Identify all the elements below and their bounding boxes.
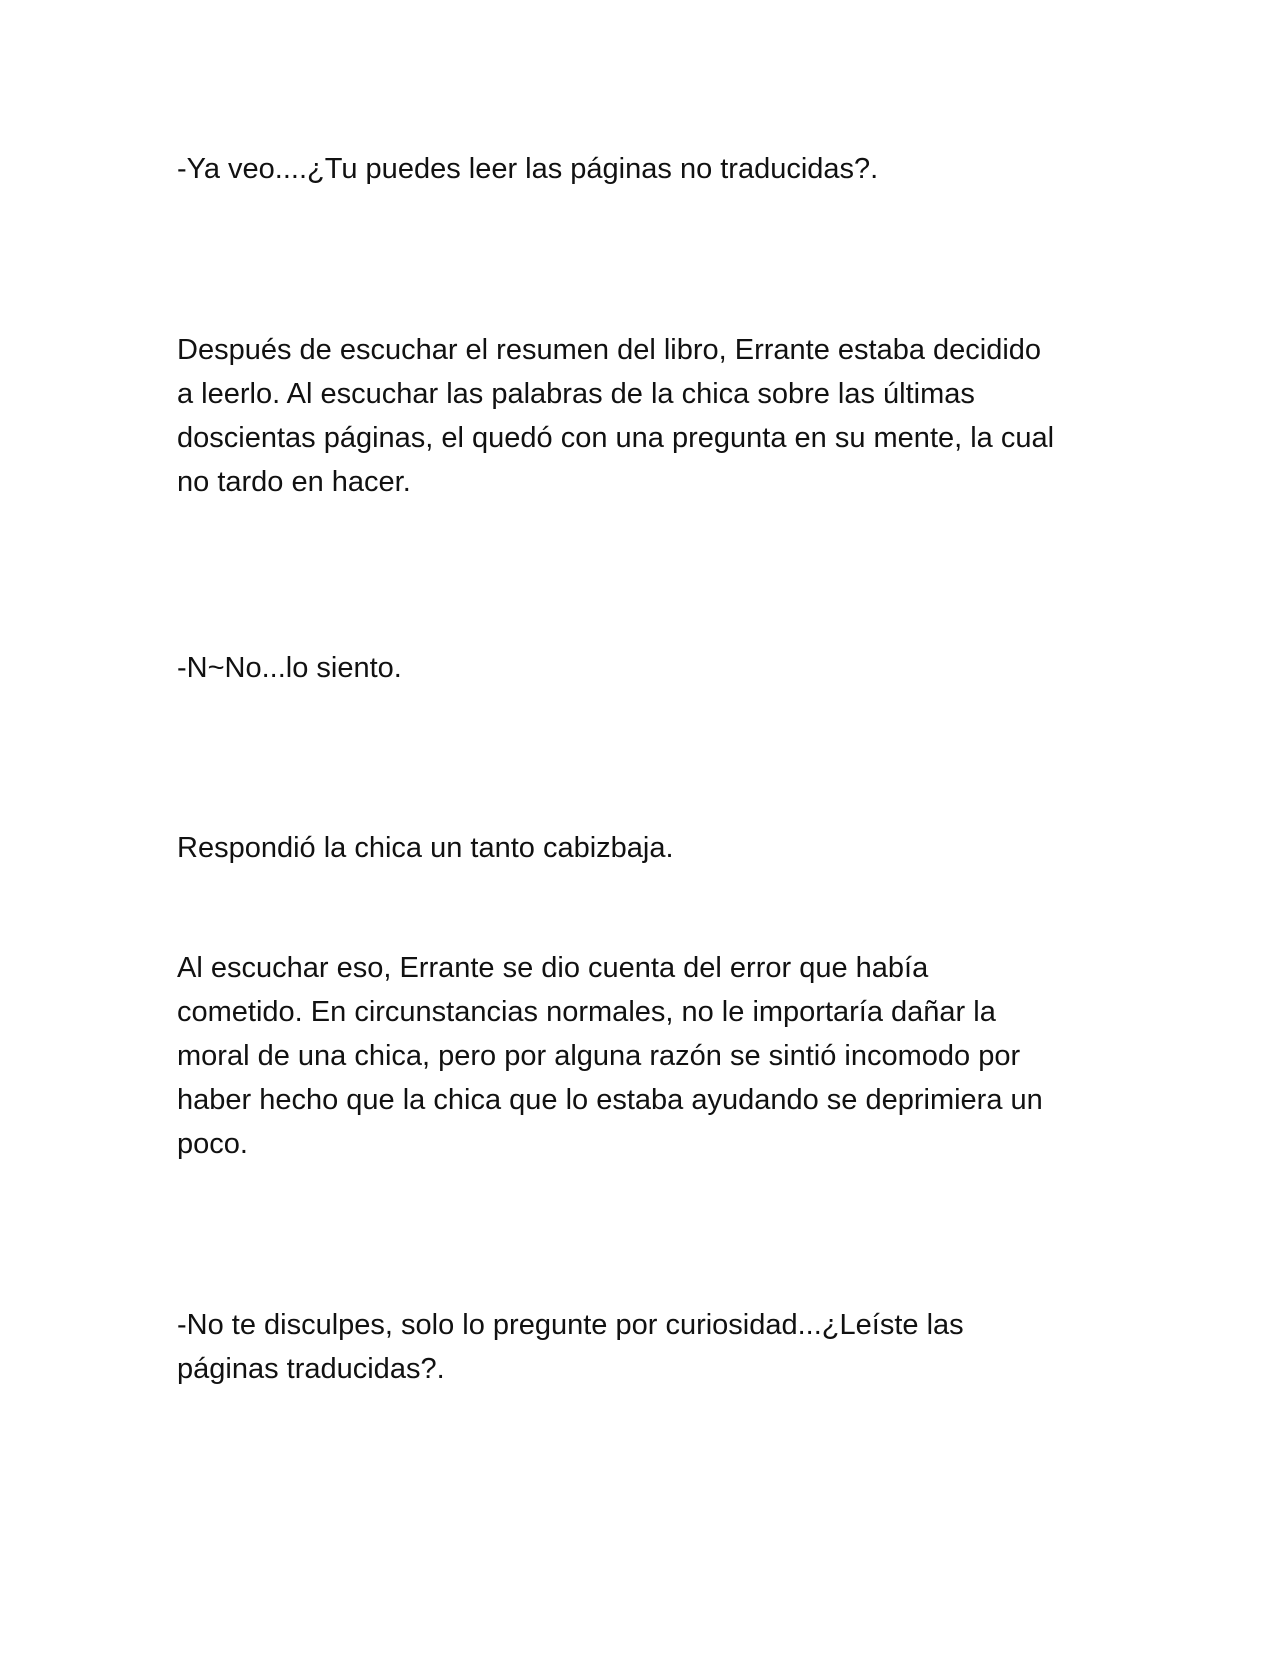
text-line: a leerlo. Al escuchar las palabras de la chica sobre las últimas	[177, 378, 975, 410]
text-line: moral de una chica, pero por alguna razón se sintió incomodo por	[177, 1040, 1021, 1072]
narration-paragraph	[177, 328, 1107, 504]
text-line: cometido. En circunstancias normales, no le importaría dañar la	[177, 996, 996, 1028]
text-line: doscientas páginas, el quedó con una pregunta en su mente, la cual	[177, 422, 1055, 454]
text-line: -No te disculpes, solo lo pregunte por curiosidad...¿Leíste las	[177, 1309, 964, 1341]
text-line: -N~No...lo siento.	[177, 652, 402, 684]
narration-paragraph	[177, 826, 1107, 870]
text-line: haber hecho que la chica que lo estaba ayudando se deprimiera un	[177, 1084, 1043, 1116]
dialogue-paragraph	[177, 1303, 1107, 1391]
dialogue-paragraph	[177, 147, 1107, 191]
text-line: Después de escuchar el resumen del libro, Errante estaba decidido	[177, 334, 1042, 366]
text-line: Al escuchar eso, Errante se dio cuenta del error que había	[177, 952, 929, 984]
text-line: poco.	[177, 1128, 248, 1160]
dialogue-paragraph	[177, 646, 1107, 690]
text-line: -Ya veo....¿Tu puedes leer las páginas no traducidas?.	[177, 153, 879, 185]
text-line: páginas traducidas?.	[177, 1353, 445, 1385]
text-line: Respondió la chica un tanto cabizbaja.	[177, 832, 674, 864]
text-line: no tardo en hacer.	[177, 466, 411, 498]
narration-paragraph	[177, 946, 1107, 1166]
